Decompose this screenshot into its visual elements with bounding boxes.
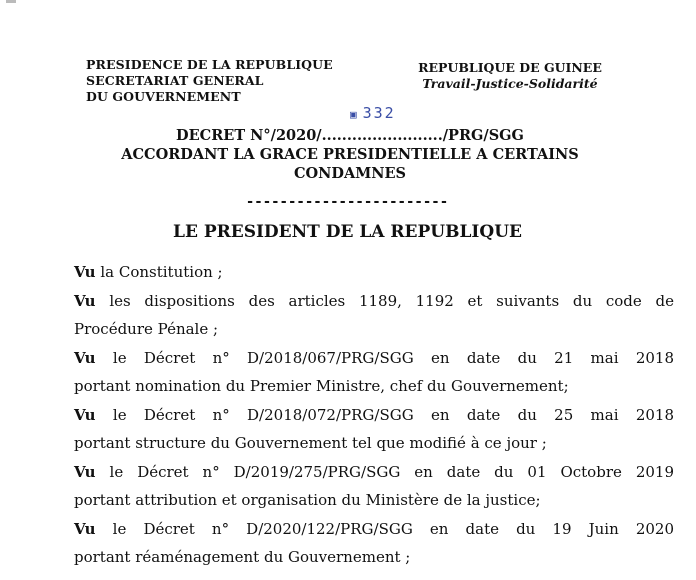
consideration-text-cont: portant attribution et organisation du Ministère de la justice; bbox=[74, 491, 541, 509]
issuing-authority bbox=[86, 57, 333, 105]
vu-keyword: Vu bbox=[74, 263, 96, 281]
consideration-item bbox=[74, 258, 674, 287]
decree-subject: ACCORDANT LA GRACE PRESIDENTIELLE A CERTAINS bbox=[121, 146, 579, 163]
stamp-mark: ▣ bbox=[350, 108, 359, 121]
vu-keyword: Vu bbox=[74, 348, 96, 367]
consideration-text: les dispositions des articles 1189, 1192 et suivants du code de bbox=[95, 291, 674, 310]
decree-title bbox=[60, 126, 640, 183]
consideration-text-cont: Procédure Pénale ; bbox=[74, 320, 219, 338]
vu-keyword: Vu bbox=[74, 405, 96, 424]
decree-subject-cont: CONDAMNES bbox=[293, 165, 407, 182]
authority-line: SECRETARIAT GENERAL bbox=[86, 73, 264, 88]
authority-line: PRESIDENCE DE LA REPUBLIQUE bbox=[86, 57, 333, 72]
stamp-number: 332 bbox=[362, 104, 396, 122]
vu-keyword: Vu bbox=[74, 462, 96, 481]
country-motto: Travail-Justice-Solidarité bbox=[422, 76, 598, 91]
country-header bbox=[410, 60, 610, 92]
consideration-text: le Décret n° D/2018/072/PRG/SGG en date du 25 mai 2018 bbox=[95, 405, 674, 424]
country-name: REPUBLIQUE DE GUINEE bbox=[418, 60, 602, 75]
consideration-text-cont: portant nomination du Premier Ministre, chef du Gouvernement; bbox=[74, 377, 569, 395]
authority-line: DU GOUVERNEMENT bbox=[86, 89, 241, 104]
consideration-item bbox=[74, 287, 674, 344]
separator-line: ------------------------ bbox=[245, 194, 449, 210]
consideration-item bbox=[74, 515, 674, 572]
consideration-text: le Décret n° D/2018/067/PRG/SGG en date du 21 mai 2018 bbox=[95, 348, 674, 367]
consideration-text-cont: portant réaménagement du Gouvernement ; bbox=[74, 548, 411, 566]
consideration-text: la Constitution ; bbox=[95, 263, 223, 281]
consideration-text-cont: portant structure du Gouvernement tel que modifié à ce jour ; bbox=[74, 434, 547, 452]
scan-mark bbox=[6, 0, 16, 3]
vu-keyword: Vu bbox=[74, 519, 96, 538]
decree-number: DECRET N°/2020/......................../PRG/SGG bbox=[176, 127, 524, 144]
consideration-item bbox=[74, 458, 674, 515]
consideration-item bbox=[74, 401, 674, 458]
registration-stamp bbox=[350, 104, 396, 122]
vu-keyword: Vu bbox=[74, 291, 96, 310]
consideration-text: le Décret n° D/2019/275/PRG/SGG en date du 01 Octobre 2019 bbox=[95, 462, 674, 481]
consideration-item bbox=[74, 344, 674, 401]
president-heading: LE PRESIDENT DE LA REPUBLIQUE bbox=[173, 222, 522, 242]
consideration-text: le Décret n° D/2020/122/PRG/SGG en date du 19 Juin 2020 bbox=[95, 519, 674, 538]
considerations-list bbox=[74, 258, 674, 572]
